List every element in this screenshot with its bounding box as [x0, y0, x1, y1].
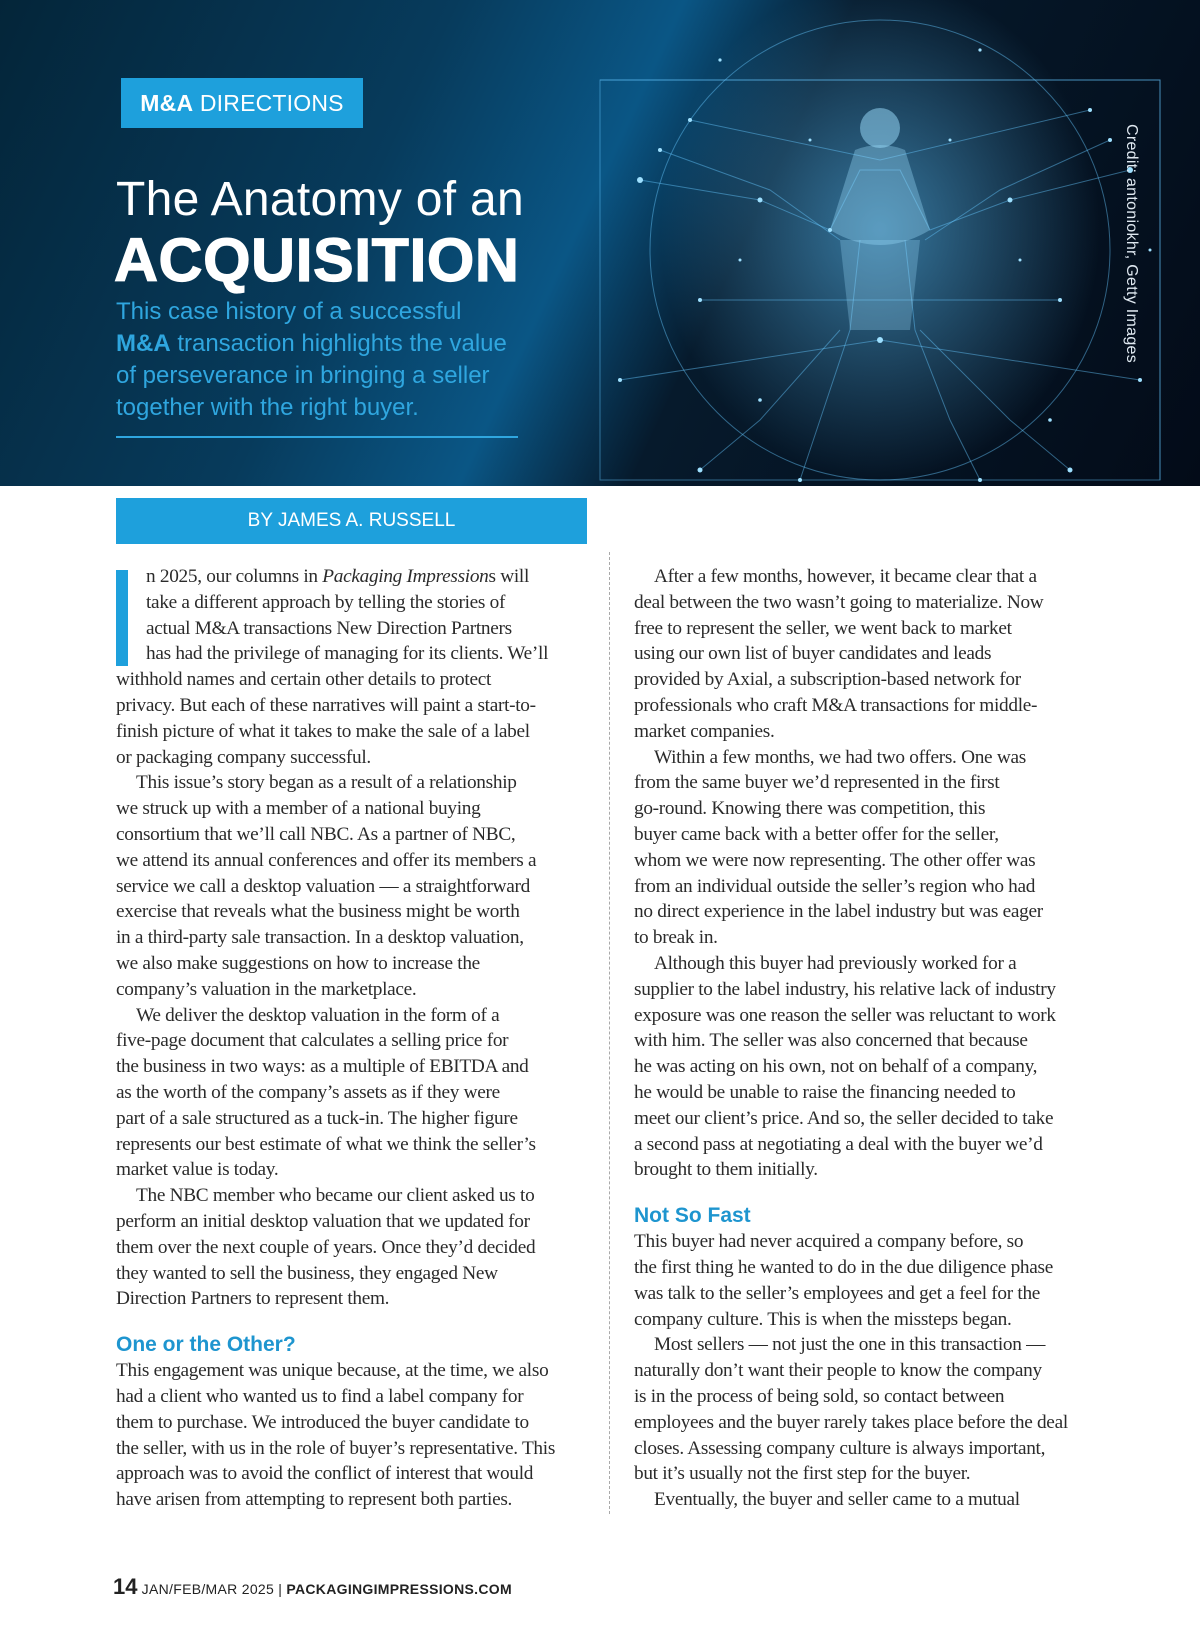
- column-divider: [609, 552, 610, 1514]
- body-line: market companies.: [634, 720, 775, 742]
- body-line: brought to them initially.: [634, 1159, 818, 1181]
- body-column-right: [634, 564, 1109, 1513]
- body-line: was talk to the seller’s employees and get a feel for the: [634, 1282, 1041, 1304]
- section-subhead: One or the Other?: [116, 1333, 296, 1357]
- body-line: Although this buyer had previously worked for a: [654, 952, 1017, 974]
- body-line: have arisen from attempting to represent both parties.: [116, 1489, 513, 1511]
- body-line: company’s valuation in the marketplace.: [116, 978, 417, 1000]
- body-line: free to represent the seller, we went back to market: [634, 617, 1012, 639]
- body-line: is in the process of being sold, so contact between: [634, 1385, 1005, 1407]
- body-line: go-round. Knowing there was competition, this: [634, 798, 986, 820]
- page-number: 14: [113, 1574, 138, 1599]
- headline-line-2: ACQUISITION: [114, 226, 520, 294]
- body-line: the business in two ways: as a multiple of EBITDA and: [116, 1056, 529, 1078]
- body-line: no direct experience in the label industry but was eager: [634, 901, 1043, 923]
- body-line: they wanted to sell the business, they engaged New: [116, 1262, 498, 1284]
- body-line: privacy. But each of these narratives will paint a start-to-: [116, 694, 536, 716]
- section-kicker: M&A DIRECTIONS: [121, 78, 363, 128]
- body-line: approach was to avoid the conflict of interest that would: [116, 1463, 534, 1485]
- issue-date: JAN/FEB/MAR 2025 |: [137, 1581, 287, 1597]
- body-line: a second pass at negotiating a deal with the buyer we’d: [634, 1133, 1043, 1155]
- body-line: the seller, with us in the role of buyer’s representative. This: [116, 1437, 556, 1459]
- section-gap: [116, 1312, 602, 1332]
- body-line: using our own list of buyer candidates and leads: [634, 643, 992, 665]
- website-link[interactable]: PACKAGINGIMPRESSIONS.COM: [286, 1581, 512, 1597]
- body-line: he was acting on his own, not on behalf of a company,: [634, 1056, 1038, 1078]
- byline: BY JAMES A. RUSSELL: [116, 498, 587, 544]
- body-line: represents our best estimate of what we think the seller’s: [116, 1133, 536, 1155]
- body-line: This buyer had never acquired a company before, so: [634, 1231, 1024, 1253]
- body-line: closes. Assessing company culture is always important,: [634, 1437, 1046, 1459]
- deck-line: M&A transaction highlights the value: [116, 330, 507, 357]
- body-line: professionals who craft M&A transactions for middle-: [634, 694, 1038, 716]
- body-line: This issue’s story began as a result of a relationship: [136, 772, 517, 794]
- body-line: we attend its annual conferences and offer its members a: [116, 849, 537, 871]
- body-line: from the same buyer we’d represented in the first: [634, 772, 1000, 794]
- hero-banner: [0, 0, 1200, 486]
- body-line: had a client who wanted us to find a label company for: [116, 1385, 524, 1407]
- deck-line: of perseverance in bringing a seller: [116, 362, 490, 389]
- publication-name: Packaging Impression: [322, 566, 489, 587]
- body-line: has had the privilege of managing for its clients. We’ll: [146, 643, 549, 665]
- body-line: to break in.: [634, 927, 718, 949]
- body-line: exposure was one reason the seller was reluctant to work: [634, 1004, 1056, 1026]
- body-line: meet our client’s price. And so, the seller decided to take: [634, 1107, 1054, 1129]
- body-line: perform an initial desktop valuation that we updated for: [116, 1210, 530, 1232]
- body-line: as the worth of the company’s assets as if they were: [116, 1081, 500, 1103]
- body-line: service we call a desktop valuation — a straightforward: [116, 875, 530, 897]
- body-line: but it’s usually not the first step for the buyer.: [634, 1463, 971, 1485]
- body-line: with him. The seller was also concerned that because: [634, 1030, 1028, 1052]
- photo-credit: Credit: antoniokhr, Getty Images: [1123, 124, 1140, 364]
- body-line: from an individual outside the seller’s region who had: [634, 875, 1036, 897]
- body-line: actual M&A transactions New Direction Partners: [146, 617, 512, 639]
- body-line: Within a few months, we had two offers. One was: [654, 746, 1026, 768]
- body-line: the first thing he wanted to do in the due diligence phase: [634, 1256, 1053, 1278]
- body-line: This engagement was unique because, at the time, we also: [116, 1360, 549, 1382]
- body-line: we struck up with a member of a national buying: [116, 798, 481, 820]
- body-line: deal between the two wasn’t going to materialize. Now: [634, 591, 1044, 613]
- body-line: Most sellers — not just the one in this transaction —: [654, 1334, 1046, 1356]
- page-footer: [113, 1574, 512, 1600]
- deck-line: This case history of a successful: [116, 298, 462, 325]
- deck-line: together with the right buyer.: [116, 394, 419, 421]
- body-line: withhold names and certain other details to protect: [116, 669, 492, 691]
- body-line: Eventually, the buyer and seller came to a mutual: [654, 1489, 1020, 1511]
- body-line: buyer came back with a better offer for the seller,: [634, 823, 999, 845]
- body-line: Direction Partners to represent them.: [116, 1288, 390, 1310]
- body-line: company culture. This is when the missteps began.: [634, 1308, 1012, 1330]
- body-line: take a different approach by telling the stories of: [146, 591, 506, 613]
- body-line: We deliver the desktop valuation in the form of a: [136, 1004, 500, 1026]
- body-line: whom we were now representing. The other offer was: [634, 849, 1036, 871]
- body-line: supplier to the label industry, his relative lack of industry: [634, 978, 1056, 1000]
- body-line: or packaging company successful.: [116, 746, 371, 768]
- body-line: The NBC member who became our client asked us to: [136, 1185, 535, 1207]
- body-line: naturally don’t want their people to know the company: [634, 1360, 1042, 1382]
- headline-line-1: The Anatomy of an: [116, 173, 525, 226]
- body-line: exercise that reveals what the business might be worth: [116, 901, 520, 923]
- body-line: in a third-party sale transaction. In a desktop valuation,: [116, 927, 524, 949]
- body-line: he would be unable to raise the financing needed to: [634, 1081, 1016, 1103]
- body-line: them to purchase. We introduced the buyer candidate to: [116, 1411, 529, 1433]
- body-line: part of a sale structured as a tuck-in. The higher figure: [116, 1107, 518, 1129]
- body-line: finish picture of what it takes to make the sale of a label: [116, 720, 530, 742]
- body-column-left: [116, 564, 602, 1513]
- section-gap: [634, 1183, 1109, 1203]
- body-line: five-page document that calculates a selling price for: [116, 1030, 509, 1052]
- drop-cap-bar: [116, 570, 128, 666]
- deck-divider: [116, 436, 518, 438]
- article-deck: [116, 296, 546, 424]
- body-line: consortium that we’ll call NBC. As a partner of NBC,: [116, 823, 516, 845]
- section-subhead: Not So Fast: [634, 1204, 751, 1228]
- body-line: provided by Axial, a subscription-based network for: [634, 669, 1021, 691]
- body-line: we also make suggestions on how to increase the: [116, 952, 480, 974]
- body-line: After a few months, however, it became clear that a: [654, 566, 1037, 587]
- body-line: them over the next couple of years. Once they’d decided: [116, 1236, 536, 1258]
- body-line: employees and the buyer rarely takes place before the deal: [634, 1411, 1068, 1433]
- body-line: market value is today.: [116, 1159, 279, 1181]
- body-line: n 2025, our columns in Packaging Impressions will: [146, 566, 530, 587]
